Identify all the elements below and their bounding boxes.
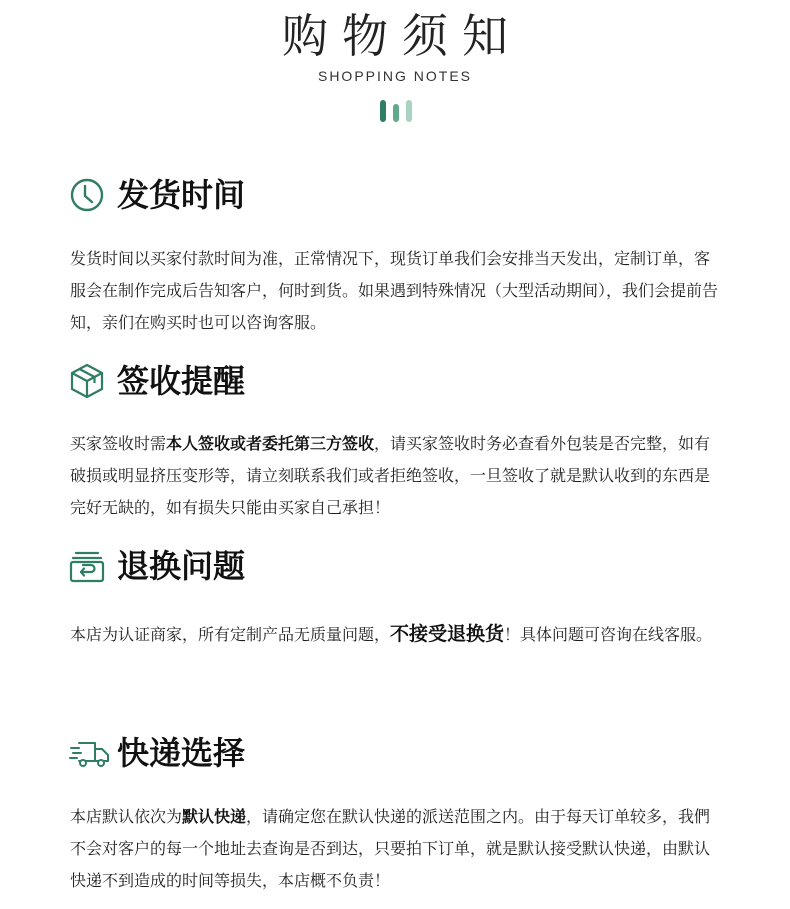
text-bold: 本人签收或者委托第三方签收 — [166, 434, 375, 453]
section-title: 签收提醒 — [117, 362, 246, 400]
page-title: 购物须知 — [282, 9, 522, 63]
clock-icon — [69, 177, 105, 213]
section-text: 发货时间以买家付款时间为准，正常情况下，现货订单我们会安排当天发出，定制订单，客服会在制作完成后告知客户，何时到货。如果遇到特殊情况（大型活动期间），我们会提前告知，亲们在购买时也可以咨询客服。 — [70, 249, 719, 332]
section-text — [70, 428, 725, 524]
delivery-truck-icon — [69, 735, 111, 771]
section-title: 发货时间 — [117, 176, 246, 214]
text-bold: 默认快递 — [182, 807, 247, 826]
page-subtitle: SHOPPING NOTES — [317, 68, 473, 84]
section-text — [70, 615, 725, 654]
text-normal: ，请确定您在默认快递的派送范围之内。由于每天订单较多，我們不会对客户的每一个地址去查询是否到达，只要拍下订单，就是默认接受默认快递，由默认快递不到造成的时间等损失，本店概不负责！ — [70, 807, 711, 890]
bar-mid — [393, 104, 399, 122]
bar-dark — [380, 100, 386, 122]
text-normal: 买家签收时需 — [70, 434, 167, 453]
text-bold: 不接受退换货 — [390, 623, 505, 645]
section-title: 快递选择 — [117, 734, 246, 772]
text-normal: 本店默认依次为 — [70, 807, 183, 826]
text-normal: ！具体问题可咨询在线客服。 — [504, 625, 713, 644]
text-normal: ，请买家签收时务必查看外包装是否完整，如有破损或明显挤压变形等，请立刻联系我们或者拒绝签收，一旦签收了就是默认收到的东西是完好无缺的，如有损失只能由买家自己承担！ — [70, 434, 711, 517]
package-box-icon — [69, 363, 105, 399]
section-text — [70, 801, 725, 897]
bar-light — [406, 100, 412, 122]
return-box-icon — [69, 548, 105, 584]
section-title: 退换问题 — [117, 547, 246, 585]
text-normal: 本店为认证商家，所有定制产品无质量问题， — [70, 625, 391, 644]
